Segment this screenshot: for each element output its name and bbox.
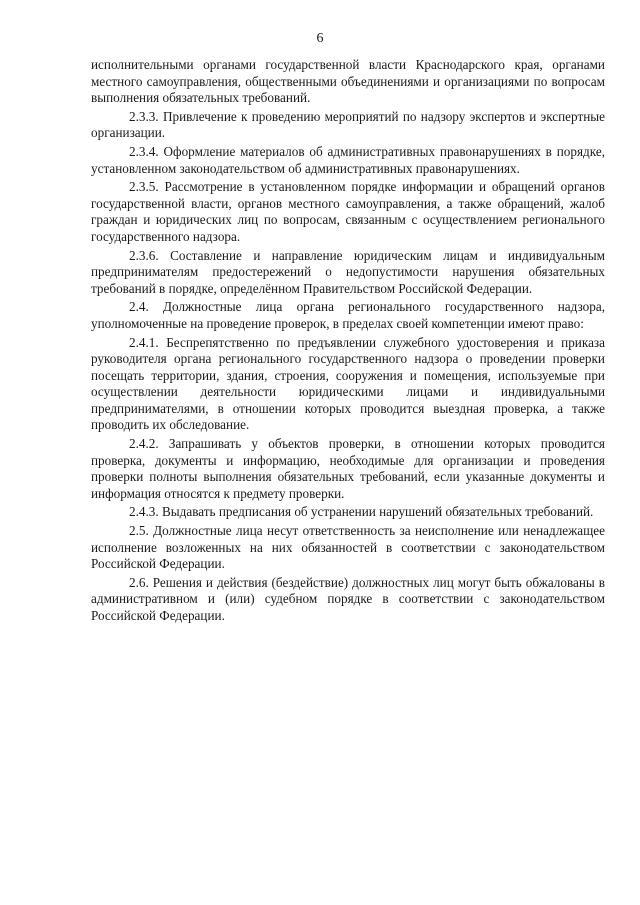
paragraph-continuation: исполнительными органами государственной власти Краснодарского края, органами местного самоуправления, общественными объединениями и организациями по вопросам выполнения обязательных требований. [91,57,605,106]
paragraph-2-3-5: 2.3.5. Рассмотрение в установленном порядке информации и обращений органов государственной власти, органов местного самоуправления, а также обращений, жалоб граждан и юридических лиц по вопросам, связанным с осуществлением регионального государственного надзора. [91,179,605,244]
paragraph-2-5: 2.5. Должностные лица несут ответственность за неисполнение или ненадлежащее исполнение возложенных на них обязанностей в соответствии с законодательством Российской Федерации. [91,523,605,572]
paragraph-2-4: 2.4. Должностные лица органа регионального государственного надзора, уполномоченные на проведение проверок, в пределах своей компетенции имеют право: [91,299,605,331]
paragraph-2-3-3: 2.3.3. Привлечение к проведению мероприятий по надзору экспертов и экспертные организации. [91,108,605,141]
paragraph-2-4-2: 2.4.2. Запрашивать у объектов проверки, в отношении которых проводится проверка, документы и информацию, необходимые для организации и проведения проверки полноты выполнения обязательных требований, если указанные документы и информация относятся к предмету проверки. [91,436,605,501]
page-number: 6 [316,31,324,46]
paragraph-2-4-3: 2.4.3. Выдавать предписания об устранении нарушений обязательных требований. [129,504,594,520]
paragraph-2-3-6: 2.3.6. Составление и направление юридическим лицам и индивидуальным предпринимателям предостережений о недопустимости нарушения обязательных требований в порядке, определённом Правительством Российской Федерации. [91,247,605,296]
document-body [91,57,605,625]
paragraph-2-4-1: 2.4.1. Беспрепятственно по предъявлении служебного удостоверения и приказа руководителя органа регионального государственного надзора о проведении проверки посещать территории, здания, строения, сооружения и помещения, используемые при осуществлении деятельности юридическими лицами и индивидуальными предпринимателями, в отношении которых проводится выездная проверка, а также проводить их обследование. [91,334,605,433]
paragraph-2-6: 2.6. Решения и действия (бездействие) должностных лиц могут быть обжалованы в административном и (или) судебном порядке в соответствии с законодательством Российской Федерации. [91,574,605,623]
paragraph-2-3-4: 2.3.4. Оформление материалов об административных правонарушениях в порядке, установленном законодательством об административных правонарушениях. [91,143,605,176]
